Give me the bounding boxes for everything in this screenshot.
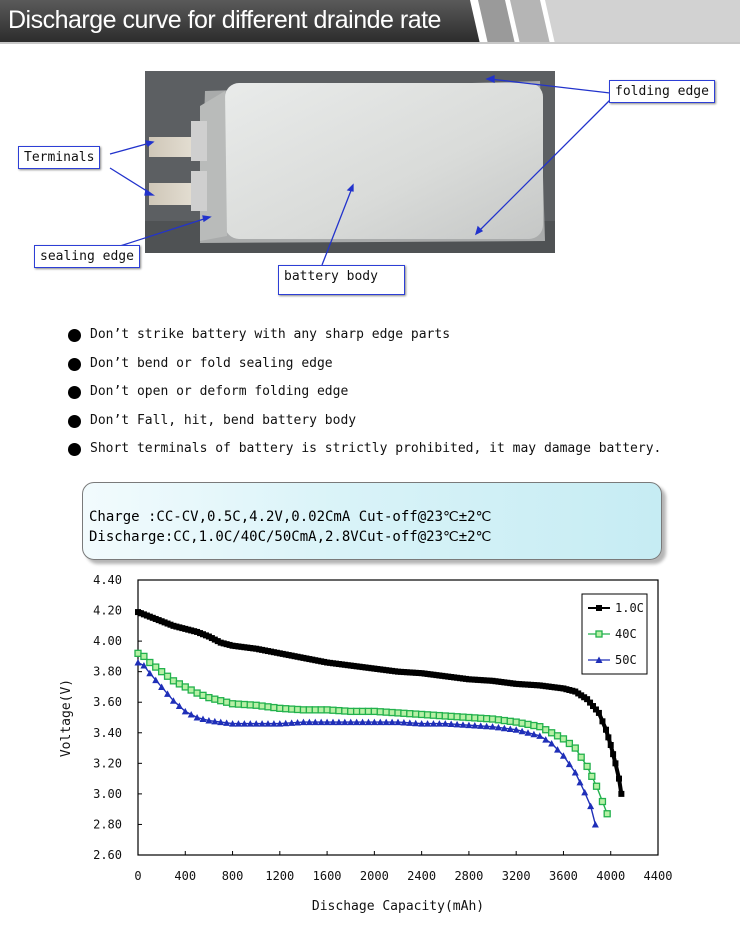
data-point [247,702,253,708]
terminals-label: Terminals [18,146,100,169]
y-tick-label: 4.40 [93,573,122,587]
data-point [525,721,531,727]
x-tick-label: 400 [174,869,197,883]
data-point [318,707,324,713]
charge-spec-box [82,482,662,560]
data-point [604,811,610,817]
legend-marker [596,605,602,611]
data-point [484,716,490,722]
data-point [460,714,466,720]
sealing-edge-label: sealing edge [34,245,140,268]
data-point [283,706,289,712]
data-point [425,712,431,718]
data-point [312,707,318,713]
data-point [413,711,419,717]
data-point [495,717,501,723]
data-point [336,708,342,714]
y-tick-label: 4.00 [93,634,122,649]
y-axis-label: Voltage(V) [59,678,74,758]
y-tick-label: 2.60 [93,848,122,862]
data-point [306,707,312,713]
x-tick-label: 800 [221,869,244,883]
x-tick-label: 2800 [454,869,484,883]
legend-label: 40C [615,627,637,641]
data-point [549,730,555,736]
y-tick-label: 3.80 [93,664,122,679]
data-point [555,733,561,739]
discharge-chart [0,570,750,940]
battery-body-label: battery body [278,265,405,295]
data-point [289,706,295,712]
data-point [478,715,484,721]
legend-label: 1.0C [615,601,644,615]
data-point [383,709,389,715]
data-point [507,718,513,724]
data-point [206,695,212,701]
data-point [324,707,330,713]
data-point [365,708,371,714]
data-point [578,754,584,760]
y-tick-label: 3.00 [93,786,122,801]
data-point [241,702,247,708]
data-point [182,684,188,690]
data-point [594,783,600,789]
legend-label: 50C [615,653,637,667]
data-point [466,715,472,721]
x-tick-label: 1200 [265,869,295,883]
data-point [277,705,283,711]
data-point [188,687,194,693]
data-point [300,707,306,713]
data-point [566,740,572,746]
data-point [200,692,206,698]
y-tick-label: 3.20 [93,756,122,771]
data-point [330,707,336,713]
data-point [230,701,236,707]
data-point [176,681,182,687]
data-point [354,708,360,714]
data-point [572,745,578,751]
data-point [610,751,616,757]
y-axis-ticks [93,573,142,862]
data-point [360,708,366,714]
data-point [501,718,507,724]
bullet-icon [68,443,81,456]
data-point [589,773,595,779]
x-tick-label: 0 [134,869,142,883]
discharge-spec: Discharge:CC,1.0C/40C/50CmA,2.8VCut-off@23℃±2℃ [89,529,492,545]
data-point [159,669,165,675]
bullet-icon [68,386,81,399]
data-point [271,705,277,711]
data-point [490,716,496,722]
data-point [141,653,147,659]
data-point [531,723,537,729]
page-title: Discharge curve for different drainde rate [8,6,441,34]
data-point [265,704,271,710]
x-axis-label: Dischage Capacity(mAh) [311,899,485,914]
data-point [165,673,171,679]
bullet-icon [68,415,81,428]
data-point [377,709,383,715]
x-tick-label: 2400 [407,869,437,883]
data-point [295,706,301,712]
bullet-icon [68,358,81,371]
y-tick-label: 2.80 [93,817,122,832]
x-tick-label: 3600 [549,869,578,883]
data-point [259,703,265,709]
data-point [194,690,200,696]
data-point [599,799,605,805]
data-point [342,708,348,714]
data-point [218,698,224,704]
x-tick-label: 3200 [501,869,531,883]
y-tick-label: 3.40 [93,725,122,740]
data-point [147,660,153,666]
data-point [612,760,618,766]
data-point [401,710,407,716]
data-point [253,702,259,708]
data-point [513,719,519,725]
data-point [543,727,549,733]
data-point [448,713,454,719]
data-point [348,708,354,714]
data-point [560,736,566,742]
data-point [442,713,448,719]
x-tick-label: 1600 [312,869,342,883]
data-point [454,714,460,720]
data-point [616,776,622,782]
data-point [519,720,525,726]
data-point [537,724,543,730]
legend [582,594,647,674]
data-point [608,742,614,748]
data-point [430,712,436,718]
data-point [596,710,602,716]
x-axis-ticks [134,851,672,883]
data-point [135,650,141,656]
data-point [605,734,611,740]
data-point [395,710,401,716]
legend-marker [596,631,602,637]
folding-edge-label: folding edge [609,80,715,103]
data-point [235,701,241,707]
data-point [407,711,413,717]
y-tick-label: 3.60 [93,695,122,710]
data-point [170,678,176,684]
x-tick-label: 4400 [643,869,673,883]
data-point [224,699,230,705]
data-point [389,710,395,716]
charge-spec: Charge :CC-CV,0.5C,4.2V,0.02CmA Cut-off@23℃±2℃ [89,509,492,525]
y-tick-label: 4.20 [93,603,122,618]
plot-area [138,580,658,855]
data-point [603,727,609,733]
data-point [419,711,425,717]
data-point [584,763,590,769]
x-tick-label: 4000 [596,869,626,883]
data-point [618,791,624,797]
data-point [436,713,442,719]
data-point [212,696,218,702]
data-point [371,708,377,714]
data-point [599,718,605,724]
data-point [472,715,478,721]
bullet-icon [68,329,81,342]
data-point [153,664,159,670]
x-tick-label: 2000 [359,869,389,883]
